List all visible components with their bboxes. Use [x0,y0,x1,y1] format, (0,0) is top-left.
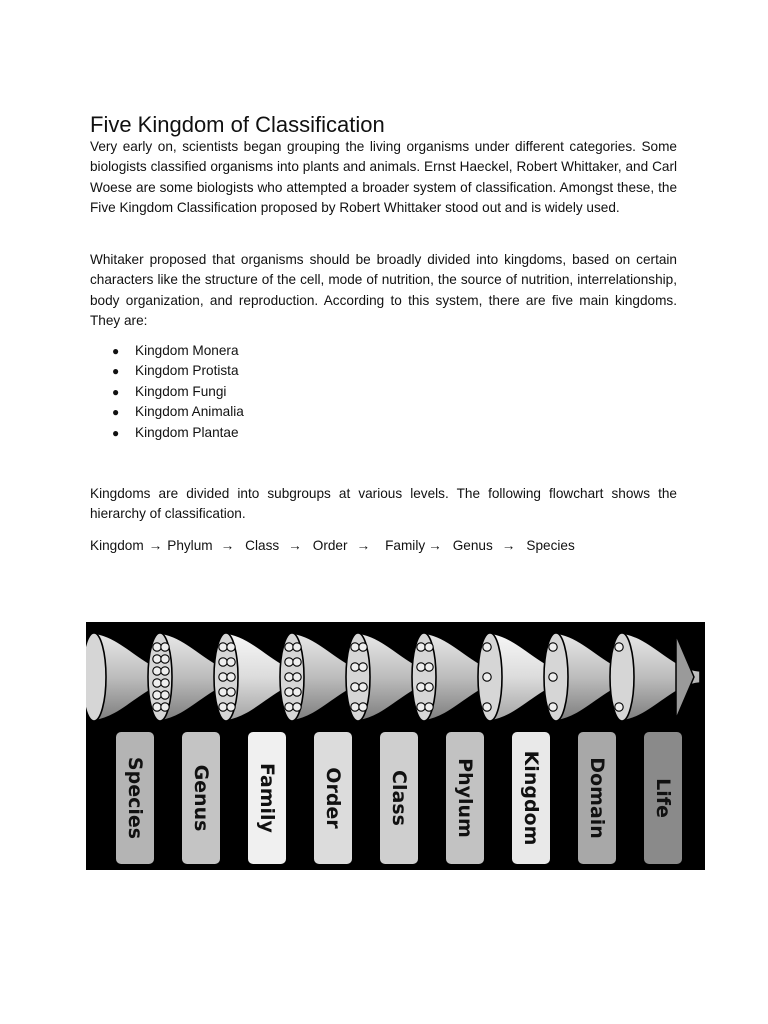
funnel-subgroup-circle [285,673,293,681]
list-item [112,361,244,381]
funnel-subgroup-circle [293,703,301,711]
funnel-subgroup-circle [227,703,235,711]
rank-label: Domain [586,757,608,839]
funnel-subgroup-circle [161,655,169,663]
funnel-subgroup-circle [483,673,491,681]
page-title: Five Kingdom of Classification [90,111,385,137]
funnel-subgroup-circle [227,658,235,666]
funnel-subgroup-circle [153,679,161,687]
rank-label: Family [256,763,278,833]
rank-label: Genus [190,764,212,832]
list-item [112,341,244,361]
kingdom-list [112,341,244,443]
intro-paragraph: Very early on, scientists began grouping the living organisms under different categories. Some biologists classified organisms into plants and animals. Ernst Haeckel, Robert Whittaker, and Carl Woese are some biologists who attempted a broader system of classification. Amongst these, the Five Kingdom Classification proposed by Robert Whittaker stood out and is widely used. [90,139,677,215]
arrow-icon: → [220,538,235,553]
funnel-subgroup-circle [351,703,359,711]
funnel-subgroup-circle [351,643,359,651]
funnel-subgroup-circle [285,658,293,666]
rank-label: Phylum [454,758,476,838]
funnel-subgroup-circle [615,703,623,711]
funnel-subgroup-circle [417,683,425,691]
funnel-subgroup-circle [359,683,367,691]
bullet-icon: ● [112,384,120,399]
funnel-subgroup-circle [161,643,169,651]
funnel-subgroup-circle [417,643,425,651]
bullet-icon: ● [112,364,120,379]
list-item-label: Kingdom Protista [135,363,239,379]
funnel-tip [676,635,694,719]
hierarchy-level: Kingdom [90,538,144,553]
hierarchy-line [90,536,575,556]
funnel-subgroup-circle [153,655,161,663]
funnel-subgroup-circle [285,703,293,711]
funnel-subgroup-circle [227,688,235,696]
funnel-subgroup-circle [161,703,169,711]
arrow-icon: → [428,538,442,553]
rank-label: Species [124,756,146,840]
funnel-subgroup-circle [483,643,491,651]
hierarchy-level: Order [312,538,348,553]
funnel-subgroup-circle [219,673,227,681]
funnel-subgroup-circle [549,673,557,681]
funnel-mouth [86,633,106,721]
list-item-label: Kingdom Animalia [135,404,244,420]
funnel-subgroup-circle [615,643,623,651]
hierarchy-level: Phylum [167,538,213,553]
funnel-subgroup-circle [219,643,227,651]
list-item [112,423,244,443]
whittaker-paragraph: Whitaker proposed that organisms should be broadly divided into kingdoms, based on certain characters like the structure of the cell, mode of nutrition, the source of nutrition, interrelationship, body organization, and reproduction. According to this system, there are five main kingdoms. They are: [90,252,677,328]
funnel-subgroup-circle [153,643,161,651]
funnel-subgroup-circle [549,703,557,711]
funnel-subgroup-circle [425,663,433,671]
funnel-subgroup-circle [293,658,301,666]
list-item-label: Kingdom Monera [135,343,239,358]
funnel-subgroup-circle [219,688,227,696]
funnel-subgroup-circle [425,643,433,651]
funnel-subgroup-circle [483,703,491,711]
funnel-subgroup-circle [227,673,235,681]
bullet-icon: ● [112,344,120,358]
funnel-subgroup-circle [359,663,367,671]
funnel-subgroup-circle [285,688,293,696]
funnel-subgroup-circle [153,691,161,699]
funnel-diagram [86,622,705,870]
list-item-label: Kingdom Fungi [135,383,227,399]
funnel-subgroup-circle [359,643,367,651]
funnel-subgroup-circle [293,643,301,651]
hierarchy-level: Class [245,538,280,553]
funnel-subgroup-circle [425,703,433,711]
funnel-subgroup-circle [359,703,367,711]
funnel-subgroup-circle [425,683,433,691]
funnel-subgroup-circle [219,658,227,666]
hierarchy-level: Species [526,538,575,553]
arrow-icon: → [356,538,371,553]
funnel-subgroup-circle [161,691,169,699]
hierarchy-level: Genus [452,538,493,553]
arrow-icon: → [288,538,302,553]
funnel-subgroup-circle [153,667,161,675]
funnel-subgroup-circle [161,679,169,687]
rank-label: Order [322,767,344,829]
funnel-subgroup-circle [219,703,227,711]
funnel-subgroup-circle [293,688,301,696]
funnel-subgroup-circle [351,683,359,691]
bullet-icon: ● [112,425,120,440]
rank-label: Class [388,770,410,826]
hierarchy-level: Family [385,538,426,553]
funnel-subgroup-circle [227,643,235,651]
rank-label: Kingdom [520,750,542,846]
funnel-subgroup-circle [549,643,557,651]
list-item-label: Kingdom Plantae [135,424,239,440]
funnel-subgroup-circle [161,667,169,675]
rank-label: Life [652,778,674,818]
taxonomy-funnel-figure [86,622,705,870]
funnel-subgroup-circle [285,643,293,651]
list-item [112,402,244,422]
funnel-subgroup-circle [293,673,301,681]
funnel-subgroup-circle [417,663,425,671]
funnel-subgroup-circle [417,703,425,711]
list-item [112,382,244,402]
arrow-icon: → [501,538,516,553]
bullet-icon: ● [112,405,120,420]
funnel-subgroup-circle [351,663,359,671]
arrow-icon: → [148,538,163,553]
funnel-subgroup-circle [153,703,161,711]
subgroups-paragraph: Kingdoms are divided into subgroups at various levels. The following flowchart shows the hierarchy of classification. [90,486,677,522]
